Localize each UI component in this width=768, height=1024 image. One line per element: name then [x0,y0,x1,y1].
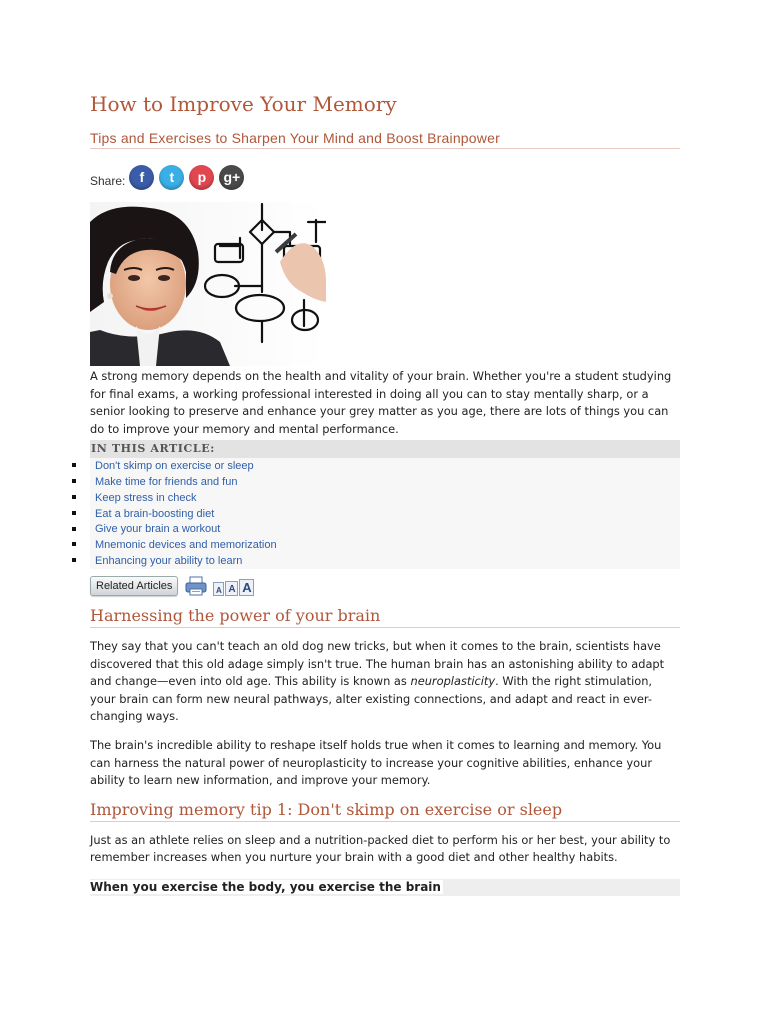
body-paragraph: Just as an athlete relies on sleep and a nutrition-packed diet to perform his or her best, your ability to remember increases when you nurture your brain with a good diet and other healthy habits. [90,832,671,865]
toc-link[interactable]: Keep stress in check [95,491,197,504]
toc-item [72,490,680,506]
toc-link[interactable]: Mnemonic devices and memorization [95,539,277,552]
section-heading: Improving memory tip 1: Don't skimp on exercise or sleep [90,800,680,822]
share-label: Share: [90,174,126,188]
toc-item [72,553,680,569]
toc-item [72,537,680,553]
paragraph-text: . With the right stimulation, your brain can form new neural pathways, alter existing connections, and adapt and react in ever-changing ways. [90,674,653,724]
bullet-icon [72,558,76,562]
bullet-icon [72,495,76,499]
toc-item [72,458,680,474]
toc-link[interactable]: Give your brain a workout [95,523,221,536]
toc-link[interactable]: Make time for friends and fun [95,476,238,489]
toc-item [72,474,680,490]
toc-list [72,458,680,569]
share-bar [90,162,680,192]
font-size-large-button[interactable]: A [239,579,254,596]
section-heading: Harnessing the power of your brain [90,606,680,628]
page-title: How to Improve Your Memory [90,92,397,116]
font-size-medium-button[interactable]: A [225,581,238,596]
emphasis-text: neuroplasticity [410,674,496,689]
bullet-icon [72,511,76,515]
pinterest-icon[interactable]: p [189,165,214,190]
toc-heading: IN THIS ARTICLE: [90,440,680,458]
toc-link[interactable]: Don't skimp on exercise or sleep [95,460,254,473]
paragraph-text: They say that you can't teach an old dog new tricks, but when it comes to the brain, scientists have discovered that this old adage simply isn't true. The human brain has an astonishing ability to adapt and change—even into old age. This ability is known as [90,638,665,689]
toc-link[interactable]: Eat a brain-boosting diet [95,507,215,520]
page-subtitle: Tips and Exercises to Sharpen Your Mind and Boost Brainpower [90,130,680,149]
bullet-icon [72,463,76,467]
article [90,88,680,896]
body-paragraph: The brain's incredible ability to reshape itself holds true when it comes to learning and memory. You can harness the natural power of neuroplasticity to increase your cognitive abilities, enhance your ability to learn new information, and improve your memory. [90,737,662,788]
intro-paragraph: A strong memory depends on the health and vitality of your brain. Whether you're a student studying for final exams, a working professional interested in doing all you can to stay mentally sharp, or a senior looking to preserve and enhance your grey matter as you age, there are lots of things you can do to improve your memory and mental performance. [90,369,672,436]
related-articles-button[interactable]: Related Articles [90,576,178,596]
font-size-small-button[interactable]: A [213,582,224,596]
subsection-heading [90,879,680,896]
bullet-icon [72,527,76,531]
font-size-controls [213,579,255,596]
article-tools [90,572,680,596]
toc-item [72,506,680,522]
subsection-heading-text: When you exercise the body, you exercise the brain [90,879,441,894]
google-plus-icon[interactable]: g+ [219,165,244,190]
bullet-icon [72,479,76,483]
toc-item [72,522,680,538]
body-paragraph [90,638,680,726]
toc-link[interactable]: Enhancing your ability to learn [95,555,243,568]
facebook-icon[interactable]: f [129,165,154,190]
bullet-icon [72,542,76,546]
twitter-icon[interactable]: t [159,165,184,190]
hero-image [90,202,326,366]
print-icon[interactable] [185,576,207,596]
